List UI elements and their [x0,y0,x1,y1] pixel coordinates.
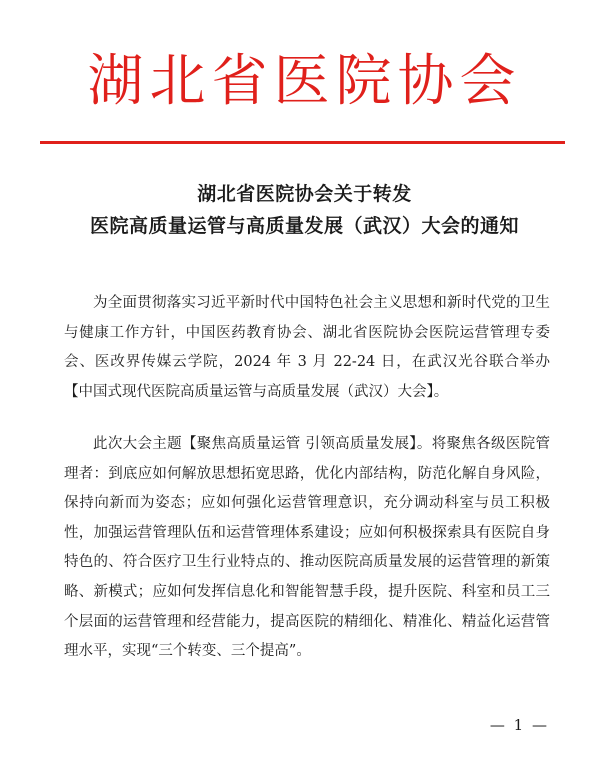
body-paragraph-1 [64,289,550,407]
header-red-rule [40,141,565,144]
paragraph-text: 此次大会主题【聚焦高质量运管 引领高质量发展】。将聚焦各级医院管理者：到底应如何解放思想拓宽思路，优化内部结构，防范化解自身风险，保持向新而为姿态；应如何强化运营管理意识，充分调动科室与员工积极性，加强运营管理队伍和运营管理体系建设；应如何积极探索具有医院自身特色的、符合医疗卫生行业特点的、推动医院高质量发展的运营管理的新策略、新模式；应如何发挥信息化和智能智慧手段，提升医院、科室和员工三个层面的运营管理和经营能力，提高医院的精细化、精准化、精益化运营管理水平，实现“三个转变、三个提高”。 [64,436,550,660]
page-number: — 1 — [489,716,549,734]
notice-title-line-1: 湖北省医院协会关于转发 [197,183,412,205]
notice-title-line-2: 医院高质量运管与高质量发展（武汉）大会的通知 [89,215,519,237]
paragraph-text: 为全面贯彻落实习近平新时代中国特色社会主义思想和新时代党的卫生与健康工作方针，中国医药教育协会、湖北省医院协会医院运营管理专委会、医改界传媒云学院，2024 年 3 月 22-24 日，在武汉光谷联合举办【中国式现代医院高质量运管与高质量发展（武汉）大会】。 [64,295,550,400]
body-paragraph-2 [64,430,550,667]
organization-header: 湖北省医院协会 [87,49,522,114]
